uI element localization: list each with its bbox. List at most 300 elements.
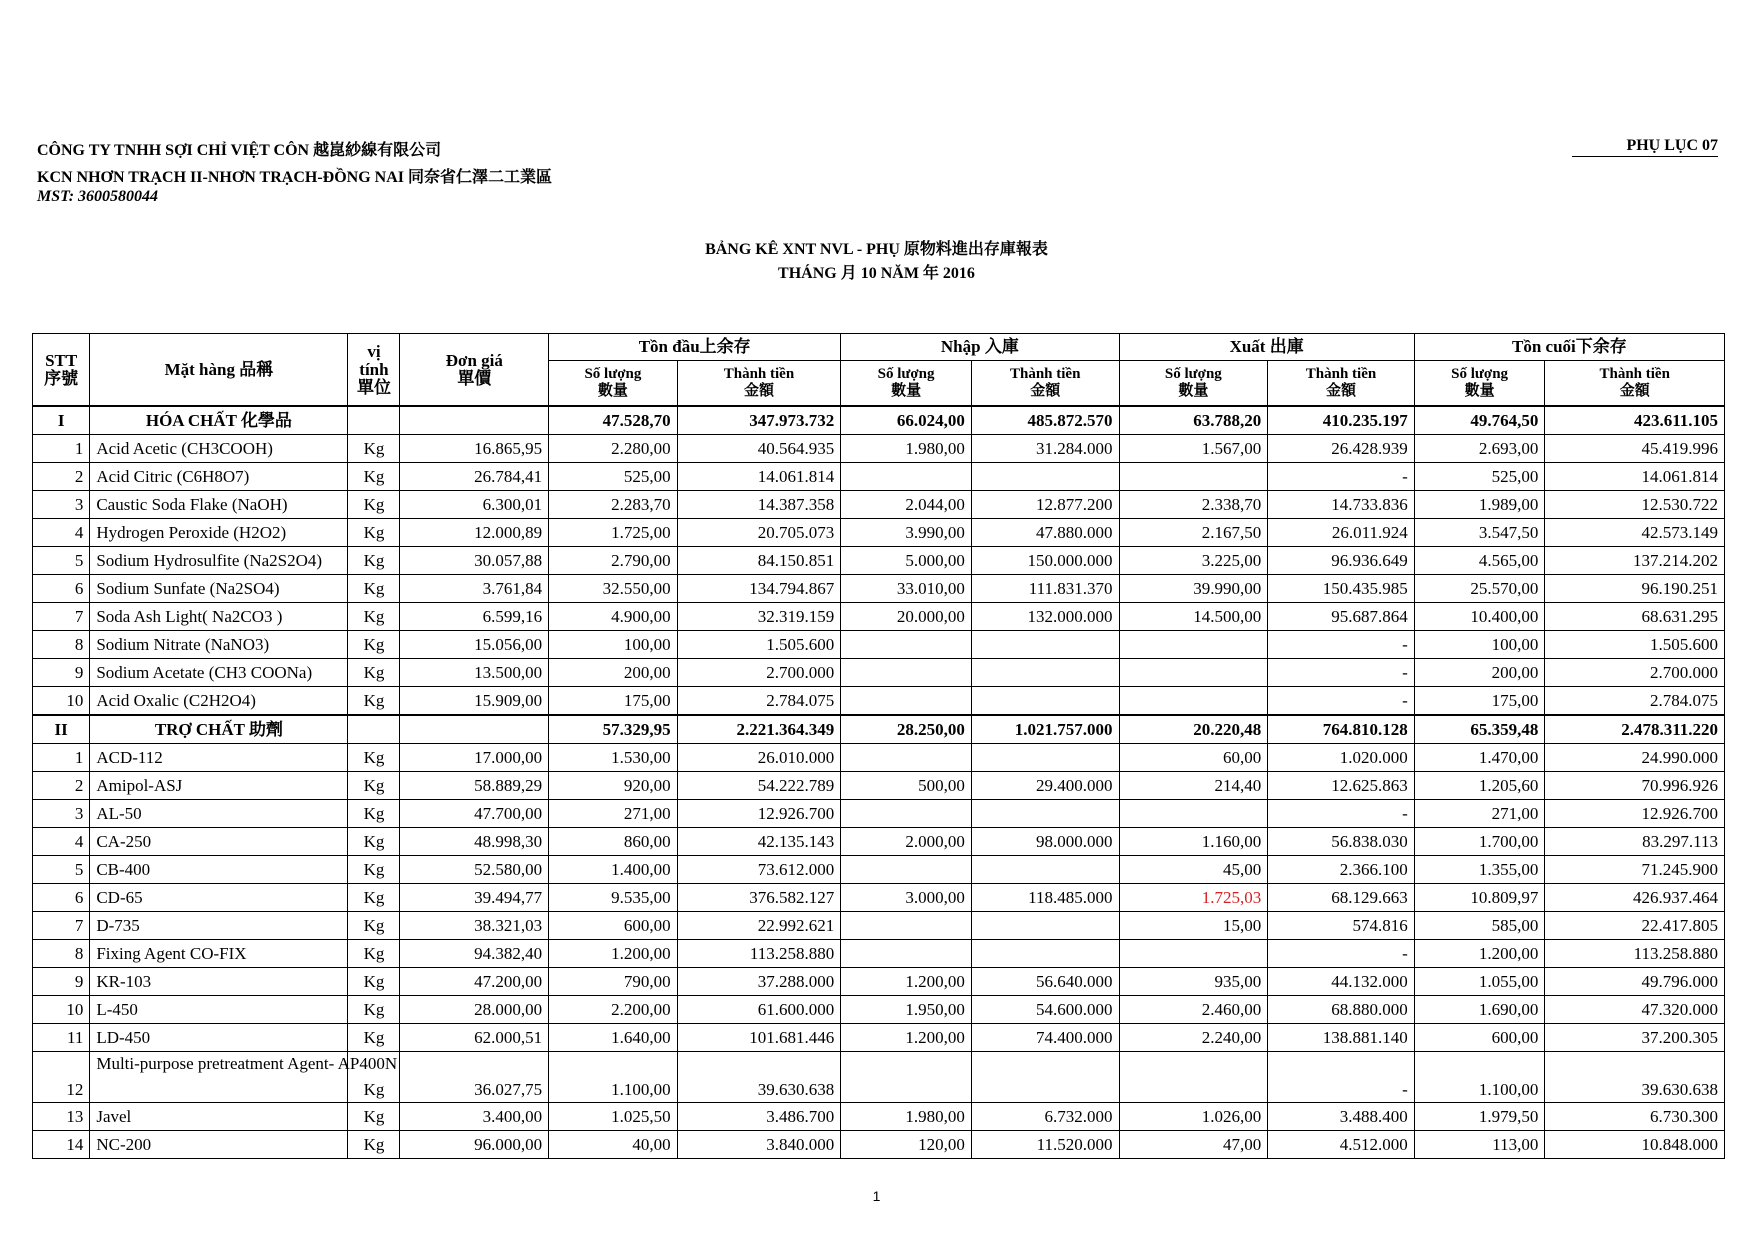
section-code: II: [33, 715, 90, 744]
value-cell: 2.200,00: [549, 996, 678, 1024]
value-cell: 70.996.926: [1545, 772, 1725, 800]
subheader-amount: Thành tiền 金額: [1545, 361, 1725, 407]
item-unit: Kg: [348, 603, 400, 631]
value-cell: 26.011.924: [1268, 519, 1415, 547]
unit-price: 39.494,77: [400, 884, 549, 912]
value-cell: [841, 1052, 972, 1103]
value-cell: 175,00: [549, 687, 678, 716]
value-cell: 3.488.400: [1268, 1103, 1415, 1131]
value-cell: 54.222.789: [677, 772, 841, 800]
value-cell: 1.355,00: [1414, 856, 1545, 884]
section-total: 49.764,50: [1414, 406, 1545, 435]
section-total: 57.329,95: [549, 715, 678, 744]
value-cell: 14.061.814: [677, 463, 841, 491]
value-cell: 600,00: [1414, 1024, 1545, 1052]
table-body: [33, 406, 1725, 1159]
section-total: 347.973.732: [677, 406, 841, 435]
value-cell: 3.547,50: [1414, 519, 1545, 547]
item-unit: Kg: [348, 772, 400, 800]
value-cell: 25.570,00: [1414, 575, 1545, 603]
value-cell: -: [1268, 687, 1415, 716]
table-row: [33, 687, 1725, 716]
item-name: LD-450: [90, 1024, 348, 1052]
section-total: 410.235.197: [1268, 406, 1415, 435]
subheader-amount: Thành tiền 金額: [971, 361, 1119, 407]
value-cell: 37.200.305: [1545, 1024, 1725, 1052]
value-cell: 1.725,00: [549, 519, 678, 547]
item-unit: Kg: [348, 884, 400, 912]
value-cell: 585,00: [1414, 912, 1545, 940]
unit-price: 36.027,75: [400, 1052, 549, 1103]
value-cell: 860,00: [549, 828, 678, 856]
value-cell: 3.840.000: [677, 1131, 841, 1159]
value-cell: 84.150.851: [677, 547, 841, 575]
item-unit: Kg: [348, 491, 400, 519]
value-cell: 150.435.985: [1268, 575, 1415, 603]
value-cell: 1.100,00: [1414, 1052, 1545, 1103]
value-cell: 1.690,00: [1414, 996, 1545, 1024]
value-cell: 6.732.000: [971, 1103, 1119, 1131]
value-cell: [841, 940, 972, 968]
value-cell: 1.400,00: [549, 856, 678, 884]
unit-price: 52.580,00: [400, 856, 549, 884]
value-cell: 600,00: [549, 912, 678, 940]
value-cell: 3.000,00: [841, 884, 972, 912]
section-price: [400, 715, 549, 744]
value-cell: 2.700.000: [677, 659, 841, 687]
value-cell: 101.681.446: [677, 1024, 841, 1052]
value-cell: 96.190.251: [1545, 575, 1725, 603]
value-cell: 2.280,00: [549, 435, 678, 463]
row-number: 3: [33, 491, 90, 519]
value-cell: 920,00: [549, 772, 678, 800]
value-cell: 45.419.996: [1545, 435, 1725, 463]
value-cell: [971, 659, 1119, 687]
value-cell: [971, 744, 1119, 772]
value-cell: 3.225,00: [1119, 547, 1268, 575]
value-cell: 525,00: [1414, 463, 1545, 491]
section-total: 423.611.105: [1545, 406, 1725, 435]
table-row: [33, 968, 1725, 996]
item-unit: Kg: [348, 575, 400, 603]
company-address: KCN NHƠN TRẠCH II-NHƠN TRẠCH-ĐỒNG NAI 同奈省仁澤二工業區: [37, 169, 552, 186]
item-name: Javel: [90, 1103, 348, 1131]
value-cell: [1119, 940, 1268, 968]
item-name: Acid Acetic (CH3COOH): [90, 435, 348, 463]
unit-price: 15.056,00: [400, 631, 549, 659]
value-cell: 56.640.000: [971, 968, 1119, 996]
table-row: [33, 856, 1725, 884]
section-total: 1.021.757.000: [971, 715, 1119, 744]
value-cell: [841, 744, 972, 772]
value-cell: 44.132.000: [1268, 968, 1415, 996]
value-cell: 2.790,00: [549, 547, 678, 575]
value-cell: [841, 631, 972, 659]
value-cell: 40,00: [549, 1131, 678, 1159]
value-cell: 271,00: [1414, 800, 1545, 828]
item-unit: Kg: [348, 996, 400, 1024]
value-cell: 9.535,00: [549, 884, 678, 912]
item-name: CA-250: [90, 828, 348, 856]
value-cell: [841, 659, 972, 687]
value-cell: 1.505.600: [677, 631, 841, 659]
value-cell: 1.989,00: [1414, 491, 1545, 519]
item-unit: Kg: [348, 968, 400, 996]
value-cell: 31.284.000: [971, 435, 1119, 463]
section-row: [33, 406, 1725, 435]
section-name: TRỢ CHẤT 助劑: [90, 715, 348, 744]
row-number: 3: [33, 800, 90, 828]
table-row: [33, 884, 1725, 912]
value-cell: 1.980,00: [841, 435, 972, 463]
report-title: BẢNG KÊ XNT NVL - PHỤ 原物料進出存庫報表: [705, 241, 1048, 258]
value-cell: 111.831.370: [971, 575, 1119, 603]
value-cell: 68.631.295: [1545, 603, 1725, 631]
value-cell: 73.612.000: [677, 856, 841, 884]
item-name: AL-50: [90, 800, 348, 828]
unit-price: 48.998,30: [400, 828, 549, 856]
item-unit: Kg: [348, 940, 400, 968]
table-row: [33, 631, 1725, 659]
value-cell: 47.320.000: [1545, 996, 1725, 1024]
item-unit: Kg: [348, 659, 400, 687]
value-cell: 2.167,50: [1119, 519, 1268, 547]
value-cell: 200,00: [1414, 659, 1545, 687]
value-cell: 2.693,00: [1414, 435, 1545, 463]
item-name: CB-400: [90, 856, 348, 884]
value-cell: [971, 631, 1119, 659]
value-cell: 12.877.200: [971, 491, 1119, 519]
item-name: Acid Oxalic (C2H2O4): [90, 687, 348, 716]
value-cell: [971, 463, 1119, 491]
value-cell: 1.700,00: [1414, 828, 1545, 856]
row-number: 2: [33, 463, 90, 491]
section-total: 28.250,00: [841, 715, 972, 744]
row-number: 10: [33, 687, 90, 716]
value-cell: 60,00: [1119, 744, 1268, 772]
value-cell: 138.881.140: [1268, 1024, 1415, 1052]
value-cell: 12.926.700: [677, 800, 841, 828]
table-row: [33, 1052, 1725, 1103]
value-cell: 175,00: [1414, 687, 1545, 716]
value-cell: 1.979,50: [1414, 1103, 1545, 1131]
company-name: CÔNG TY TNHH SỢI CHỈ VIỆT CÔN 越崑紗線有限公司: [37, 142, 442, 159]
item-unit: Kg: [348, 1103, 400, 1131]
value-cell: 26.428.939: [1268, 435, 1415, 463]
value-cell: 1.640,00: [549, 1024, 678, 1052]
section-total: 485.872.570: [971, 406, 1119, 435]
item-unit: Kg: [348, 744, 400, 772]
section-price: [400, 406, 549, 435]
value-cell: 10.400,00: [1414, 603, 1545, 631]
item-name: Amipol-ASJ: [90, 772, 348, 800]
table-row: [33, 772, 1725, 800]
value-cell: 22.992.621: [677, 912, 841, 940]
row-number: 10: [33, 996, 90, 1024]
value-cell: [971, 940, 1119, 968]
item-name: Sodium Sunfate (Na2SO4): [90, 575, 348, 603]
subheader-qty: Số lượng 數量: [549, 361, 678, 407]
value-cell: 134.794.867: [677, 575, 841, 603]
table-row: [33, 744, 1725, 772]
value-cell: [1119, 463, 1268, 491]
unit-price: 12.000,89: [400, 519, 549, 547]
value-cell: 132.000.000: [971, 603, 1119, 631]
unit-price: 17.000,00: [400, 744, 549, 772]
unit-price: 6.599,16: [400, 603, 549, 631]
value-cell: 47,00: [1119, 1131, 1268, 1159]
row-number: 2: [33, 772, 90, 800]
table-row: [33, 575, 1725, 603]
subheader-amount: Thành tiền 金額: [677, 361, 841, 407]
value-cell: 2.784.075: [1545, 687, 1725, 716]
table-row: [33, 435, 1725, 463]
unit-price: 94.382,40: [400, 940, 549, 968]
table-row: [33, 491, 1725, 519]
unit-price: 26.784,41: [400, 463, 549, 491]
value-cell: 68.880.000: [1268, 996, 1415, 1024]
value-cell: -: [1268, 1052, 1415, 1103]
section-total: 63.788,20: [1119, 406, 1268, 435]
value-cell: 49.796.000: [1545, 968, 1725, 996]
value-cell: 98.000.000: [971, 828, 1119, 856]
value-cell: 39.990,00: [1119, 575, 1268, 603]
value-cell: [971, 1052, 1119, 1103]
item-unit: Kg: [348, 463, 400, 491]
row-number: 11: [33, 1024, 90, 1052]
section-total: 764.810.128: [1268, 715, 1415, 744]
value-cell: 2.366.100: [1268, 856, 1415, 884]
row-number: 5: [33, 856, 90, 884]
value-cell: 2.338,70: [1119, 491, 1268, 519]
table-row: [33, 912, 1725, 940]
row-number: 8: [33, 940, 90, 968]
value-cell: 10.809,97: [1414, 884, 1545, 912]
unit-price: 3.761,84: [400, 575, 549, 603]
value-cell: 71.245.900: [1545, 856, 1725, 884]
row-number: 7: [33, 912, 90, 940]
unit-price: 47.200,00: [400, 968, 549, 996]
value-cell: 14.500,00: [1119, 603, 1268, 631]
value-cell: [971, 800, 1119, 828]
table-row: [33, 463, 1725, 491]
unit-price: 38.321,03: [400, 912, 549, 940]
appendix-label: PHỤ LỤC 07: [1572, 137, 1718, 157]
value-cell: 500,00: [841, 772, 972, 800]
item-unit: Kg: [348, 828, 400, 856]
value-cell: 271,00: [549, 800, 678, 828]
value-cell: 24.990.000: [1545, 744, 1725, 772]
table-row: [33, 800, 1725, 828]
header-price: Đơn giá 單價: [400, 334, 549, 407]
value-cell: [1119, 659, 1268, 687]
value-cell: 4.900,00: [549, 603, 678, 631]
row-number: 12: [33, 1052, 90, 1103]
value-cell: 14.061.814: [1545, 463, 1725, 491]
row-number: 14: [33, 1131, 90, 1159]
section-total: 65.359,48: [1414, 715, 1545, 744]
item-name: Sodium Acetate (CH3 COONa): [90, 659, 348, 687]
value-cell: 12.530.722: [1545, 491, 1725, 519]
subheader-qty: Số lượng 數量: [841, 361, 972, 407]
subheader-qty: Số lượng 數量: [1119, 361, 1268, 407]
item-name: Acid Citric (C6H8O7): [90, 463, 348, 491]
value-cell: 1.200,00: [841, 1024, 972, 1052]
value-cell: 20.705.073: [677, 519, 841, 547]
value-cell: 14.733.836: [1268, 491, 1415, 519]
item-unit: Kg: [348, 800, 400, 828]
value-cell: 2.044,00: [841, 491, 972, 519]
value-cell: -: [1268, 631, 1415, 659]
value-cell: 2.784.075: [677, 687, 841, 716]
table-row: [33, 603, 1725, 631]
item-name: Soda Ash Light( Na2CO3 ): [90, 603, 348, 631]
table-row: [33, 547, 1725, 575]
item-name: KR-103: [90, 968, 348, 996]
value-cell: 10.848.000: [1545, 1131, 1725, 1159]
value-cell: 1.100,00: [549, 1052, 678, 1103]
header-closing: Tồn cuối下余存: [1414, 334, 1724, 361]
table-header: [33, 334, 1725, 407]
value-cell: 12.926.700: [1545, 800, 1725, 828]
value-cell: 14.387.358: [677, 491, 841, 519]
value-cell: 120,00: [841, 1131, 972, 1159]
value-cell: 1.567,00: [1119, 435, 1268, 463]
value-cell: [841, 463, 972, 491]
unit-price: 16.865,95: [400, 435, 549, 463]
value-cell: 1.026,00: [1119, 1103, 1268, 1131]
value-cell: 11.520.000: [971, 1131, 1119, 1159]
value-cell: 2.240,00: [1119, 1024, 1268, 1052]
section-name: HÓA CHẤT 化學品: [90, 406, 348, 435]
value-cell: 61.600.000: [677, 996, 841, 1024]
value-cell: 525,00: [549, 463, 678, 491]
value-cell: 113,00: [1414, 1131, 1545, 1159]
header-item: Mặt hàng 品稱: [90, 334, 348, 407]
item-name: Caustic Soda Flake (NaOH): [90, 491, 348, 519]
value-cell: 42.573.149: [1545, 519, 1725, 547]
section-total: 66.024,00: [841, 406, 972, 435]
value-cell: 1.200,00: [1414, 940, 1545, 968]
unit-price: 62.000,51: [400, 1024, 549, 1052]
item-name: ACD-112: [90, 744, 348, 772]
section-code: I: [33, 406, 90, 435]
value-cell: 39.630.638: [677, 1052, 841, 1103]
value-cell: 15,00: [1119, 912, 1268, 940]
value-cell: 1.020.000: [1268, 744, 1415, 772]
page-number: 1: [872, 1188, 881, 1204]
value-cell: [841, 687, 972, 716]
value-cell: 1.470,00: [1414, 744, 1545, 772]
tax-code: MST: 3600580044: [37, 188, 159, 205]
row-number: 4: [33, 828, 90, 856]
inventory-table: [32, 333, 1725, 1159]
unit-price: 47.700,00: [400, 800, 549, 828]
item-unit: Kg: [348, 687, 400, 716]
row-number: 1: [33, 744, 90, 772]
value-cell: 3.990,00: [841, 519, 972, 547]
value-cell: 137.214.202: [1545, 547, 1725, 575]
table-row: [33, 996, 1725, 1024]
value-cell: 1.530,00: [549, 744, 678, 772]
subheader-qty: Số lượng 數量: [1414, 361, 1545, 407]
section-total: 20.220,48: [1119, 715, 1268, 744]
report-period: THÁNG 月 10 NĂM 年 2016: [778, 265, 975, 282]
row-number: 4: [33, 519, 90, 547]
unit-price: 13.500,00: [400, 659, 549, 687]
unit-price: 3.400,00: [400, 1103, 549, 1131]
row-number: 9: [33, 968, 90, 996]
item-unit: Kg: [348, 1131, 400, 1159]
value-cell: 45,00: [1119, 856, 1268, 884]
value-cell: 95.687.864: [1268, 603, 1415, 631]
value-cell: 39.630.638: [1545, 1052, 1725, 1103]
value-cell: 33.010,00: [841, 575, 972, 603]
value-cell: [971, 912, 1119, 940]
header-stt: STT 序號: [33, 334, 90, 407]
value-cell: 574.816: [1268, 912, 1415, 940]
value-cell: 6.730.300: [1545, 1103, 1725, 1131]
value-cell: 68.129.663: [1268, 884, 1415, 912]
value-cell: 40.564.935: [677, 435, 841, 463]
value-cell: 1.980,00: [841, 1103, 972, 1131]
value-cell: 22.417.805: [1545, 912, 1725, 940]
unit-price: 15.909,00: [400, 687, 549, 716]
value-cell: 1.200,00: [549, 940, 678, 968]
value-cell: [841, 800, 972, 828]
value-cell: [841, 856, 972, 884]
value-cell: [971, 856, 1119, 884]
value-cell: 100,00: [549, 631, 678, 659]
value-cell: 150.000.000: [971, 547, 1119, 575]
value-cell: 3.486.700: [677, 1103, 841, 1131]
value-cell: 96.936.649: [1268, 547, 1415, 575]
header-export: Xuất 出庫: [1119, 334, 1414, 361]
value-cell: -: [1268, 940, 1415, 968]
section-total: 47.528,70: [549, 406, 678, 435]
value-cell: 56.838.030: [1268, 828, 1415, 856]
value-cell: 74.400.000: [971, 1024, 1119, 1052]
value-cell: 12.625.863: [1268, 772, 1415, 800]
value-cell: 4.512.000: [1268, 1131, 1415, 1159]
value-cell: 20.000,00: [841, 603, 972, 631]
value-cell: 1.505.600: [1545, 631, 1725, 659]
row-number: 1: [33, 435, 90, 463]
value-cell: 1.205,60: [1414, 772, 1545, 800]
value-cell: -: [1268, 463, 1415, 491]
row-number: 7: [33, 603, 90, 631]
row-number: 6: [33, 575, 90, 603]
value-cell: 1.055,00: [1414, 968, 1545, 996]
unit-price: 58.889,29: [400, 772, 549, 800]
item-unit: Kg: [348, 912, 400, 940]
section-unit: [348, 406, 400, 435]
value-cell: 47.880.000: [971, 519, 1119, 547]
value-cell: 26.010.000: [677, 744, 841, 772]
value-cell: 935,00: [1119, 968, 1268, 996]
value-cell: [1119, 687, 1268, 716]
item-unit: Kg: [348, 547, 400, 575]
row-number: 6: [33, 884, 90, 912]
table-row: [33, 940, 1725, 968]
section-unit: [348, 715, 400, 744]
item-name: Hydrogen Peroxide (H2O2): [90, 519, 348, 547]
unit-price: 6.300,01: [400, 491, 549, 519]
value-cell: [1119, 631, 1268, 659]
item-name: CD-65: [90, 884, 348, 912]
value-cell: 1.025,50: [549, 1103, 678, 1131]
value-cell: 113.258.880: [1545, 940, 1725, 968]
